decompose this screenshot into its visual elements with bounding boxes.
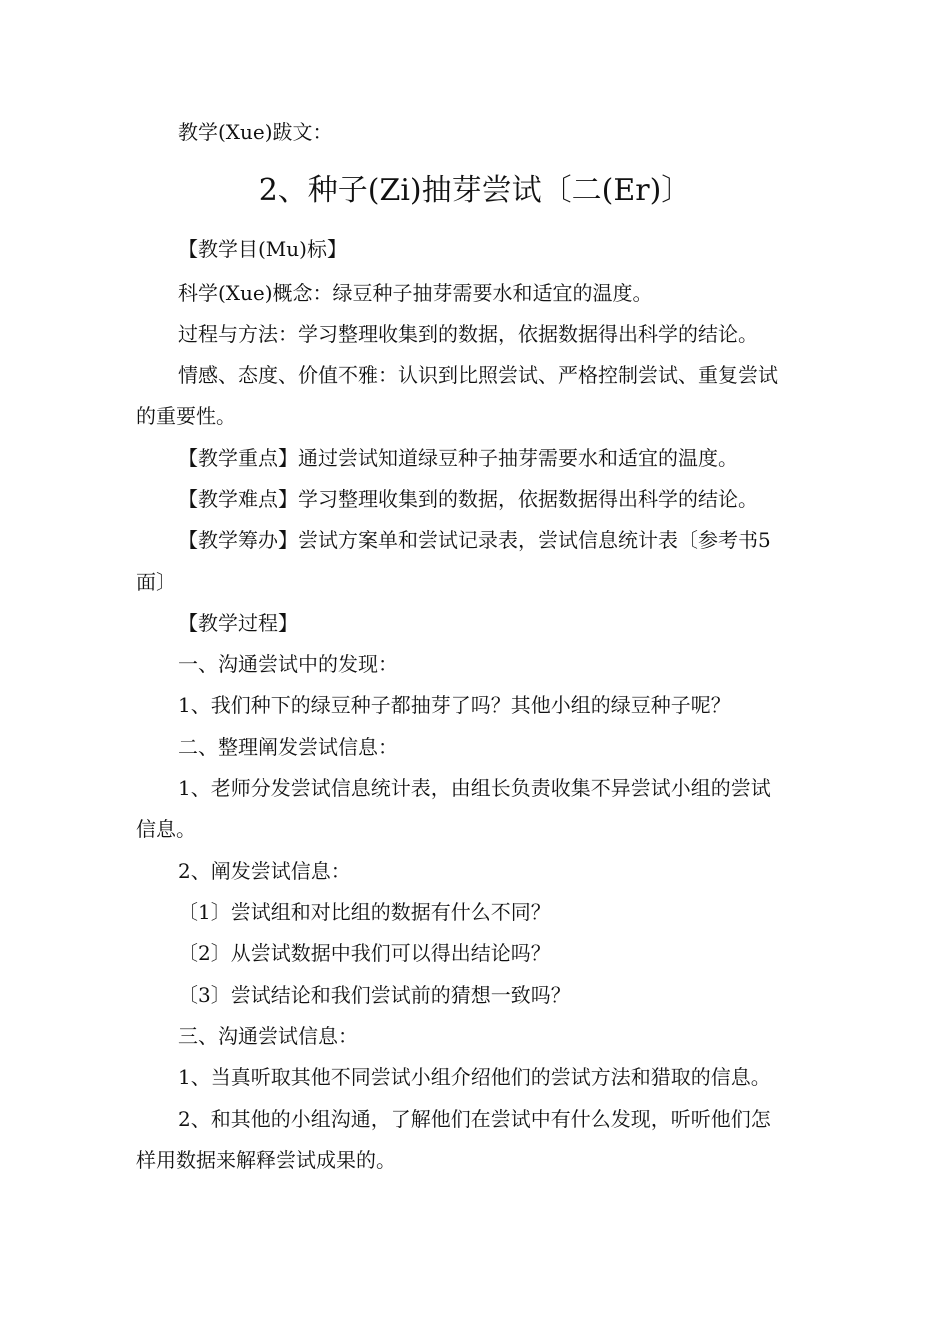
question-1: 〔1〕尝试组和对比组的数据有什么不同？ <box>178 900 551 924</box>
section-two-heading: 二、整理阐发尝试信息： <box>178 735 398 759</box>
attitude-values: 情感、态度、价值不雅：认识到比照尝试、严格控制尝试、重复尝试 <box>178 363 778 387</box>
section-three-item-2: 2、和其他的小组沟通，了解他们在尝试中有什么发现，听听他们怎 <box>178 1107 771 1131</box>
process-heading: 【教学过程】 <box>178 611 298 635</box>
question-3: 〔3〕尝试结论和我们尝试前的猜想一致吗？ <box>178 983 571 1007</box>
difficulty: 【教学难点】学习整理收集到的数据，依据数据得出科学的结论。 <box>178 487 758 511</box>
preparation: 【教学筹办】尝试方案单和尝试记录表，尝试信息统计表〔参考书5 <box>178 528 771 552</box>
attitude-values-continued: 的重要性。 <box>136 404 236 428</box>
objectives-heading: 【教学目(Mu)标】 <box>178 237 347 261</box>
section-three-heading: 三、沟通尝试信息： <box>178 1024 358 1048</box>
section-three-item-1: 1、当真听取其他不同尝试小组介绍他们的尝试方法和猎取的信息。 <box>178 1065 771 1089</box>
header-note: 教学(Xue)跋文： <box>178 120 333 144</box>
section-two-item-2: 2、阐发尝试信息： <box>178 859 351 883</box>
question-2: 〔2〕从尝试数据中我们可以得出结论吗？ <box>178 941 551 965</box>
section-two-item-1-continued: 信息。 <box>136 817 196 841</box>
key-point: 【教学重点】通过尝试知道绿豆种子抽芽需要水和适宜的温度。 <box>178 446 738 470</box>
science-concept: 科学(Xue)概念：绿豆种子抽芽需要水和适宜的温度。 <box>178 281 653 305</box>
section-three-item-2-continued: 样用数据来解释尝试成果的。 <box>136 1148 396 1172</box>
preparation-continued: 面〕 <box>136 570 176 594</box>
section-two-item-1: 1、老师分发尝试信息统计表，由组长负责收集不异尝试小组的尝试 <box>178 776 771 800</box>
section-one-item-1: 1、我们种下的绿豆种子都抽芽了吗？其他小组的绿豆种子呢？ <box>178 693 731 717</box>
section-one-heading: 一、沟通尝试中的发现： <box>178 652 398 676</box>
page-title: 2、种子(Zi)抽芽尝试〔二(Er)〕 <box>258 173 692 208</box>
process-method: 过程与方法：学习整理收集到的数据，依据数据得出科学的结论。 <box>178 322 758 346</box>
